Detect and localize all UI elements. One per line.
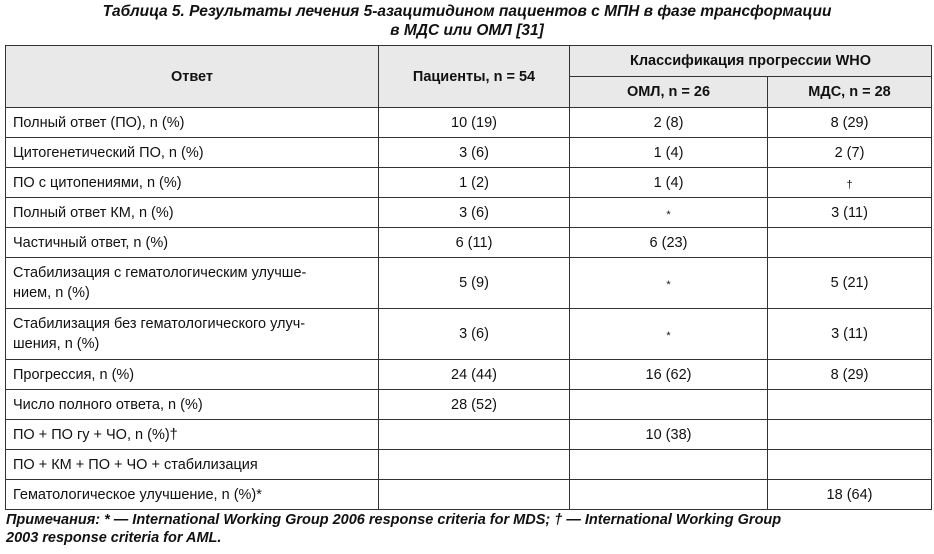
cell-aml: 6 (23): [570, 228, 768, 258]
cell-patients: 28 (52): [379, 390, 570, 420]
cell-patients: [379, 450, 570, 480]
cell-mds: 3 (11): [768, 309, 932, 360]
row-label-line1: Стабилизация без гематологического улуч-: [13, 316, 306, 332]
cell-mds: 5 (21): [768, 258, 932, 309]
row-label-line1: Стабилизация с гематологическим улучше-: [13, 265, 307, 281]
header-mds: МДС, n = 28: [768, 77, 932, 108]
row-label: Прогрессия, n (%): [6, 360, 379, 390]
cell-patients: 1 (2): [379, 168, 570, 198]
row-label: Полный ответ (ПО), n (%): [6, 108, 379, 138]
header-who-classification: Классификация прогрессии WHO: [570, 46, 932, 77]
row-label: Полный ответ КМ, n (%): [6, 198, 379, 228]
table-row: [6, 390, 932, 420]
results-table: [5, 45, 932, 510]
table-row: [6, 108, 932, 138]
cell-mds: [768, 228, 932, 258]
notes-line1: Примечания: * — International Working Group 2006 response criteria for MDS; † — International Working Group: [6, 512, 782, 528]
row-label: [6, 258, 379, 309]
table-notes: [6, 511, 932, 547]
table-row: [6, 450, 932, 480]
cell-patients: 3 (6): [379, 138, 570, 168]
row-label: Число полного ответа, n (%): [6, 390, 379, 420]
cell-patients: [379, 420, 570, 450]
table-row: [6, 138, 932, 168]
cell-mds: [768, 420, 932, 450]
cell-aml: 10 (38): [570, 420, 768, 450]
header-aml: ОМЛ, n = 26: [570, 77, 768, 108]
table-row: [6, 198, 932, 228]
cell-aml: 1 (4): [570, 168, 768, 198]
table-row: [6, 420, 932, 450]
cell-mds: [768, 390, 932, 420]
table-row: [6, 258, 932, 309]
cell-mds: 8 (29): [768, 360, 932, 390]
cell-mds: †: [768, 168, 932, 198]
cell-mds: 8 (29): [768, 108, 932, 138]
cell-aml: *: [570, 258, 768, 309]
header-answer: Ответ: [6, 46, 379, 108]
cell-aml: 2 (8): [570, 108, 768, 138]
cell-patients: 24 (44): [379, 360, 570, 390]
notes-line2: 2003 response criteria for AML.: [6, 530, 222, 546]
cell-aml: *: [570, 198, 768, 228]
cell-patients: [379, 480, 570, 510]
row-label: ПО + ПО гу + ЧО, n (%)†: [6, 420, 379, 450]
table-title-line2: в МДС или ОМЛ [31]: [390, 22, 544, 39]
cell-mds: 18 (64): [768, 480, 932, 510]
row-label: [6, 309, 379, 360]
cell-patients: 6 (11): [379, 228, 570, 258]
cell-aml: 1 (4): [570, 138, 768, 168]
table-row: [6, 228, 932, 258]
row-label-line2: шения, n (%): [13, 336, 100, 352]
cell-aml: 16 (62): [570, 360, 768, 390]
row-label: Цитогенетический ПО, n (%): [6, 138, 379, 168]
table-header: [6, 46, 932, 108]
row-label-line2: нием, n (%): [13, 285, 90, 301]
row-label: Гематологическое улучшение, n (%)*: [6, 480, 379, 510]
table-row: [6, 480, 932, 510]
table-row: [6, 360, 932, 390]
cell-aml: [570, 480, 768, 510]
cell-aml: *: [570, 309, 768, 360]
cell-mds: [768, 450, 932, 480]
table-row: [6, 168, 932, 198]
table-title: [0, 2, 934, 40]
cell-patients: 3 (6): [379, 198, 570, 228]
cell-patients: 10 (19): [379, 108, 570, 138]
table-title-line1: Таблица 5. Результаты лечения 5-азацитидином пациентов с МПН в фазе трансформации: [102, 3, 832, 20]
cell-patients: 5 (9): [379, 258, 570, 309]
row-label: ПО + КМ + ПО + ЧО + стабилизация: [6, 450, 379, 480]
cell-mds: 2 (7): [768, 138, 932, 168]
cell-patients: 3 (6): [379, 309, 570, 360]
row-label: ПО с цитопениями, n (%): [6, 168, 379, 198]
table-row: [6, 309, 932, 360]
cell-aml: [570, 450, 768, 480]
cell-aml: [570, 390, 768, 420]
cell-mds: 3 (11): [768, 198, 932, 228]
header-patients: Пациенты, n = 54: [379, 46, 570, 108]
row-label: Частичный ответ, n (%): [6, 228, 379, 258]
table-body: [6, 108, 932, 510]
